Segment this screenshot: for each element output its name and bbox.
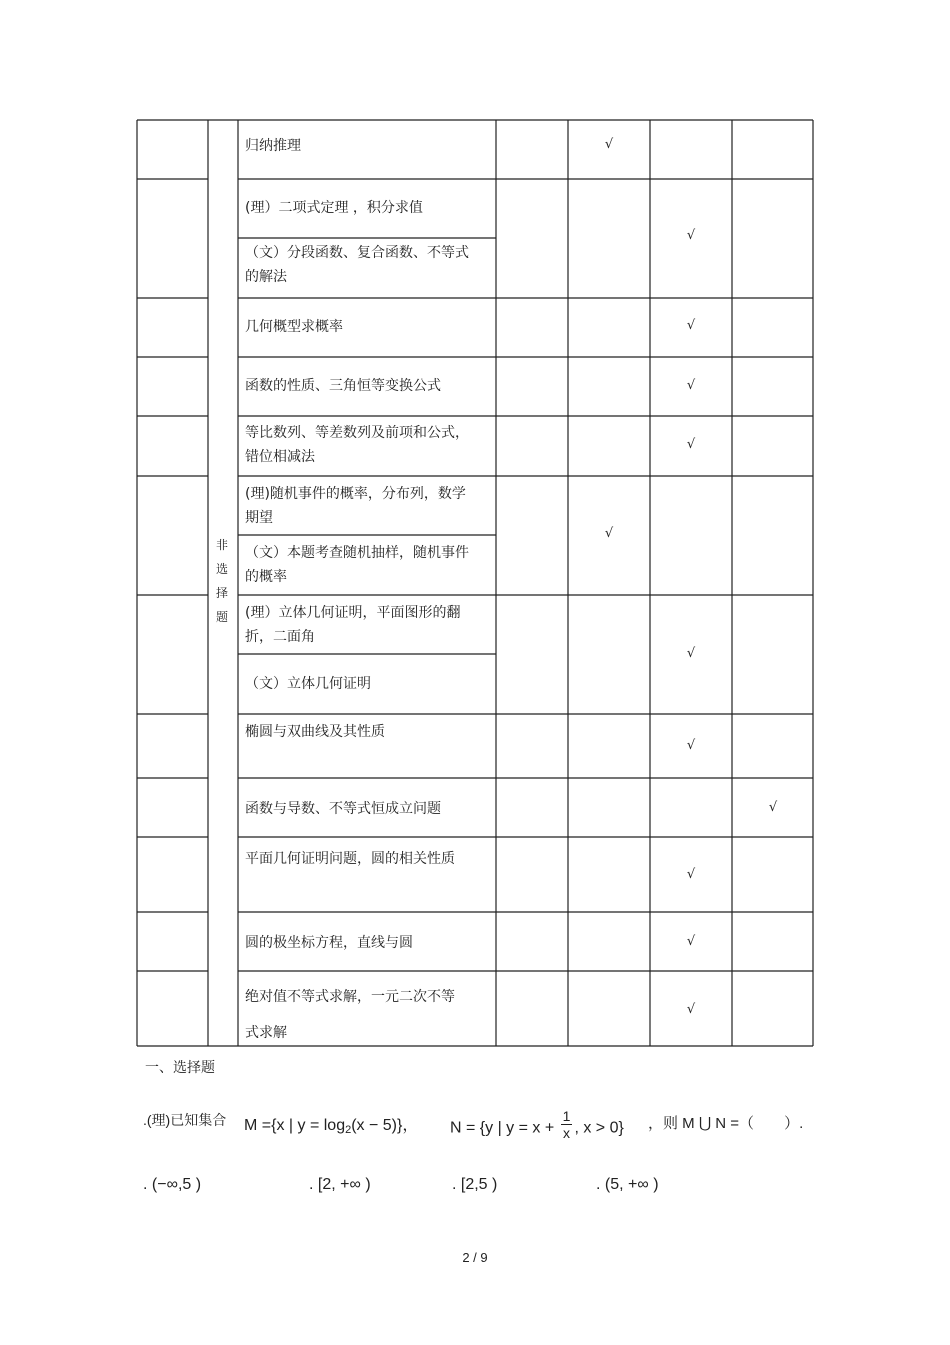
check-mark: √ xyxy=(686,867,696,882)
check-mark: √ xyxy=(604,526,614,541)
check-mark: √ xyxy=(686,646,696,661)
check-mark: √ xyxy=(686,934,696,949)
log-base: 2 xyxy=(345,1124,352,1136)
question-suffix: ，则 M ⋃ N =（ ）. xyxy=(648,1115,804,1132)
question-prefix: .(理)已知集合 xyxy=(143,1112,227,1128)
check-mark: √ xyxy=(686,228,696,243)
set-N-tail: , x > 0} xyxy=(574,1119,624,1137)
topic-cell: 函数的性质、三角恒等变换公式 xyxy=(245,378,441,394)
set-M-tail: (x − 5)}， xyxy=(351,1117,419,1134)
option-b[interactable]: . [2, +∞ ) xyxy=(309,1176,371,1193)
topic-cell: （文）立体几何证明 xyxy=(245,676,371,692)
set-M xyxy=(244,1112,418,1135)
section-heading: 一、选择题 xyxy=(145,1060,215,1076)
topic-cell: 几何概型求概率 xyxy=(245,319,343,335)
check-mark: √ xyxy=(686,437,696,452)
check-mark: √ xyxy=(604,137,614,152)
check-mark: √ xyxy=(768,800,778,815)
check-mark: √ xyxy=(686,738,696,753)
topic-cell: 函数与导数、不等式恒成立问题 xyxy=(245,801,441,817)
topic-cell: (理）立体几何证明，平面图形的翻折，二面角 xyxy=(245,605,461,645)
option-d[interactable]: . (5, +∞ ) xyxy=(596,1176,659,1193)
page-number: 2 / 9 xyxy=(462,1250,488,1265)
fraction-numerator: 1 xyxy=(562,1108,571,1124)
check-mark: √ xyxy=(686,1002,696,1017)
set-N xyxy=(450,1108,624,1145)
topic-cell: 平面几何证明问题，圆的相关性质 xyxy=(245,851,455,867)
section-label: 非选择题 xyxy=(215,538,228,624)
topic-cell: 圆的极坐标方程，直线与圆 xyxy=(245,935,413,951)
topic-cell: 归纳推理 xyxy=(245,138,301,154)
topic-cell: (理）二项式定理 ，积分求值 xyxy=(245,200,423,216)
set-M-def: M ={x | y = log xyxy=(244,1117,346,1134)
option-a[interactable]: . (−∞,5 ) xyxy=(143,1176,202,1193)
topic-cell: （文）分段函数、复合函数、不等式的解法 xyxy=(245,245,469,285)
set-N-head: N = {y | y = x + xyxy=(450,1119,555,1137)
topic-cell: 等比数列、等差数列及前项和公式，错位相减法 xyxy=(245,425,469,465)
topic-cell: （文）本题考查随机抽样，随机事件的概率 xyxy=(245,545,469,585)
option-c[interactable]: . [2,5 ) xyxy=(452,1176,498,1193)
fraction-denominator: x xyxy=(563,1125,571,1141)
topic-cell: 绝对值不等式求解，一元二次不等式求解 xyxy=(245,989,455,1041)
topic-cell: 椭圆与双曲线及其性质 xyxy=(245,724,385,740)
topic-cell: (理)随机事件的概率，分布列，数学期望 xyxy=(245,486,466,526)
fraction xyxy=(561,1108,573,1141)
check-mark: √ xyxy=(686,318,696,333)
check-mark: √ xyxy=(686,378,696,393)
